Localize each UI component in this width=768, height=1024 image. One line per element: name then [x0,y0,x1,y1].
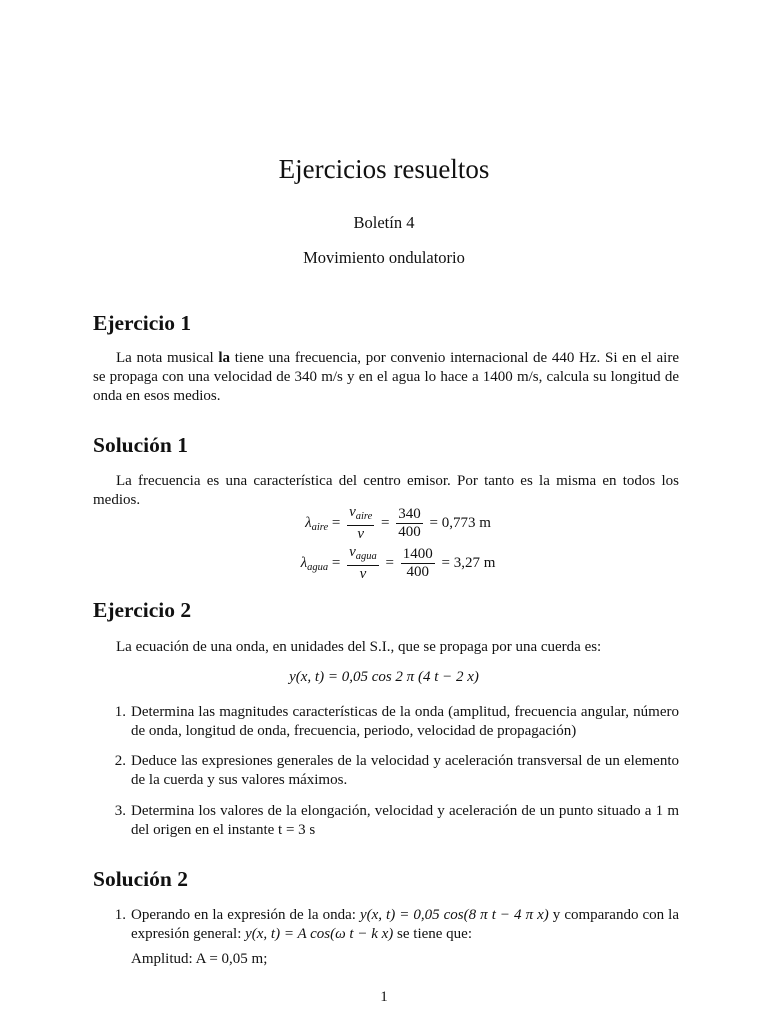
solucion-1-text: La frecuencia es una característica del centro emisor. Por tanto es la misma en todos los medios. [93,473,679,508]
eq2-lambda-sub: agua [307,561,329,573]
item-2-text: Deduce las expresiones generales de la velocidad y aceleración transversal de un elemento de la cuerda y sus valores máximos. [131,753,679,788]
ejercicio-1-bold-note: la [218,350,231,366]
document-topic: Movimiento ondulatorio [303,248,465,267]
equation-lambda-agua: $\lambda_{agua}$ = $\frac{v_{agua}}{\nu}$ = $\frac{1400}{400}$ = 3,27 m [300,544,496,582]
document-boletin: Boletín 4 [353,213,415,232]
eq1-lambda: λ [305,514,312,531]
eq1-result: = 0,773 m [429,514,491,531]
ejercicio-2-item-1 [108,703,679,741]
eq1-frac-numeric [396,506,423,541]
sol2-amplitud: Amplitud: A = 0,05 m; [131,951,268,967]
solucion-1-heading: Solución 1 [93,433,188,457]
eq1-num-sub: aire [355,511,373,522]
eq2-num-sub: agua [355,551,377,562]
ejercicio-1-text-b: tiene una frecuencia, por convenio internacional de 440 Hz. Si en el aire se propaga con una velocidad de 340 m/s y en el agua lo hace a 1400 m/s, calcula su longitud de onda en esos medios. [93,350,679,404]
ejercicio-2-equation [0,669,768,686]
eq2-num-val: 1400 [402,546,433,562]
sol2-text-b: y comparando con la expresión general: [131,907,679,942]
ejercicio-1-text [93,349,679,406]
ejercicio-2-intro: La ecuación de una onda, en unidades del S.I., que se propaga por una cuerda es: [116,639,602,655]
solucion-2-item-1 [108,906,679,969]
eq2-frac-symbolic [347,544,379,583]
sol2-text-c: se tiene que: [393,926,473,942]
ejercicio-2-item-3 [108,802,679,840]
eq1-num-sym: v [349,504,356,520]
eq1-lambda-sub: aire [311,521,329,533]
eq2-lambda: λ [300,554,308,571]
sol2-equation-general: y(x, t) = A cos(ω t − k x) [245,926,394,942]
ejercicio-1-heading: Ejercicio 1 [93,311,192,335]
document-title: Ejercicios resueltos [278,154,490,184]
wave-equation: y(x, t) = 0,05 cos 2 π (4 t − 2 x) [289,669,479,685]
sol2-equation-expanded: y(x, t) = 0,05 cos(8 π t − 4 π x) [359,907,549,923]
ejercicio-2-item-2 [108,752,679,790]
sol2-text-a: Operando en la expresión de la onda: [131,907,360,923]
eq2-den-val: 400 [406,564,429,580]
eq2-den-sym: ν [359,566,367,582]
item-3-text: Determina los valores de la elongación, velocidad y aceleración de un punto situado a 1 m del origen en el instante t = 3 s [131,803,679,838]
eq1-frac-symbolic [347,504,374,543]
eq2-frac-numeric [401,546,435,581]
item-1-text: Determina las magnitudes características de la onda (amplitud, frecuencia angular, número de onda, longitud de onda, frecuencia, periodo, velocidad de propagación) [131,704,679,739]
sol2-item-text [131,906,679,944]
eq2-num-sym: v [349,544,356,560]
item-2-number: 2. [114,753,126,769]
item-3-number: 3. [114,803,126,819]
item-1-number: 1. [114,704,126,720]
eq1-den-sym: ν [357,526,365,542]
solucion-2-heading: Solución 2 [93,867,188,891]
eq2-result: = 3,27 m [441,554,496,571]
eq1-den-val: 400 [398,524,421,540]
page-number: 1 [380,989,388,1005]
ejercicio-2-heading: Ejercicio 2 [93,598,192,622]
equation-lambda-aire: $\lambda_{aire}$ = $\frac{v_{aire}}{\nu}$ = $\frac{340}{400}$ = 0,773 m [305,504,491,542]
sol2-item-number: 1. [114,907,126,923]
ejercicio-1-text-a: La nota musical [116,350,219,366]
eq1-num-val: 340 [398,506,421,522]
